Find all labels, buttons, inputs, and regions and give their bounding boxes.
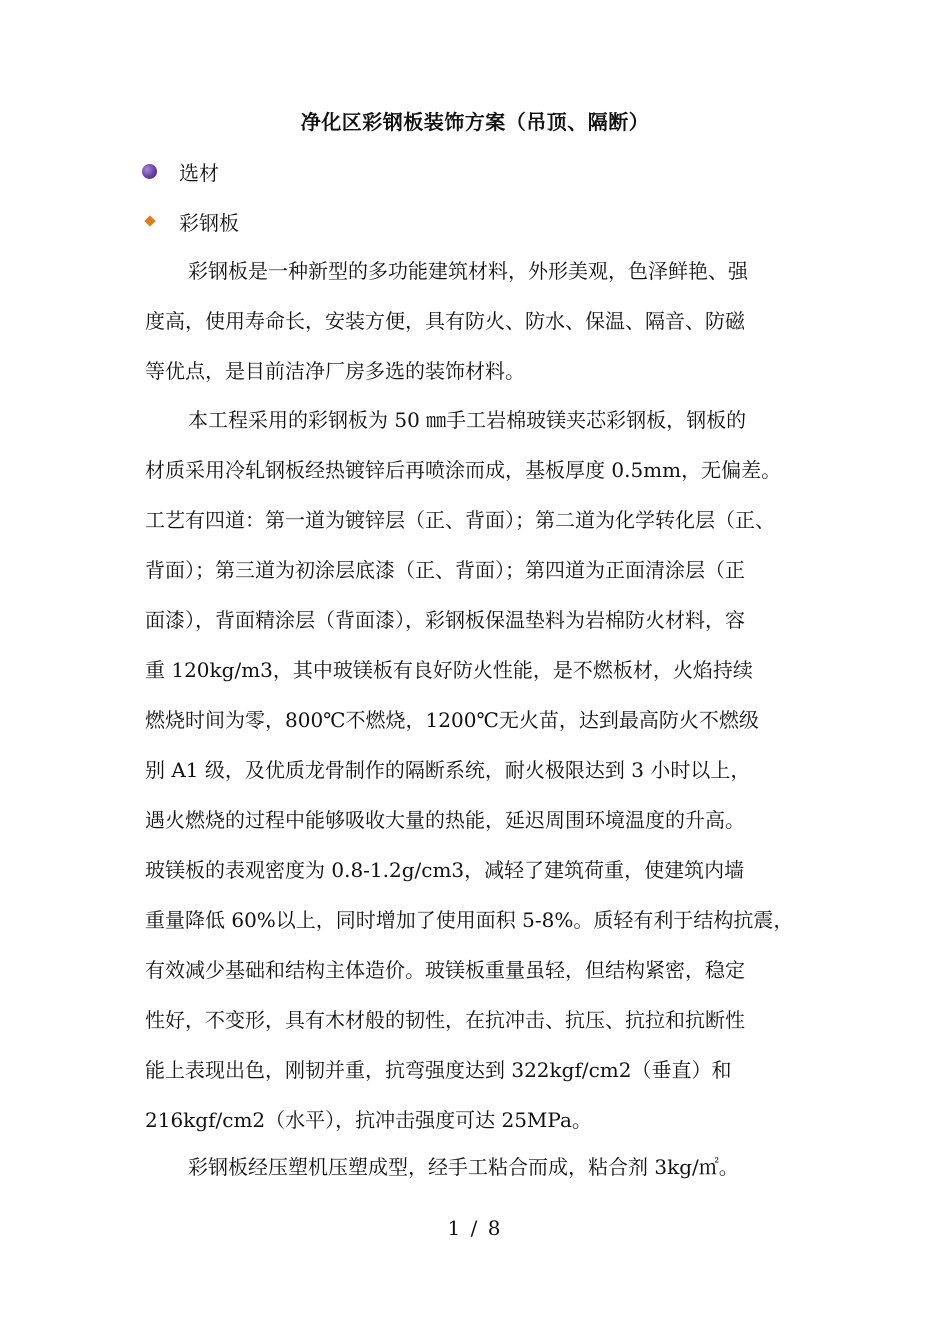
paragraph-intro (145, 246, 817, 396)
text-line: 遇火燃烧的过程中能够吸收大量的热能，延迟周围环境温度的升高。 (145, 808, 745, 832)
bullet-label: 彩钢板 (179, 210, 239, 235)
purple-dot-bullet-icon (142, 164, 157, 179)
text-line: 彩钢板经压塑机压塑成型，经手工粘合而成，粘合剂 3kg/㎡。 (188, 1155, 739, 1179)
bullet-label: 选材 (179, 160, 219, 185)
text-line: 彩钢板是一种新型的多功能建筑材料，外形美观，色泽鲜艳、强 (188, 259, 748, 283)
document-title: 净化区彩钢板装饰方案（吊顶、隔断） (300, 110, 650, 134)
text-line: 材质采用冷轧钢板经热镀锌后再喷涂而成，基板厚度 0.5mm，无偏差。 (145, 458, 782, 482)
text-line: 本工程采用的彩钢板为 50 ㎜手工岩棉玻镁夹芯彩钢板，钢板的 (188, 408, 747, 432)
text-line: 背面）；第三道为初涂层底漆（正、背面）；第四道为正面清涂层（正 (145, 558, 745, 582)
bullet-item-color-steel-plate (142, 206, 239, 236)
bullet-item-material-selection (142, 156, 219, 186)
text-line: 度高，使用寿命长，安装方便，具有防火、防水、保温、隔音、防磁 (145, 309, 745, 333)
paragraph-specification (145, 395, 817, 1145)
text-line: 216kgf/cm2（水平），抗冲击强度可达 25MPa。 (145, 1108, 592, 1132)
page-number (0, 1216, 950, 1240)
text-line: 面漆），背面精涂层（背面漆），彩钢板保温垫料为岩棉防火材料，容 (145, 608, 745, 632)
page-separator: / (470, 1216, 480, 1240)
page-total: 8 (487, 1216, 503, 1240)
page-current: 1 (447, 1216, 463, 1240)
text-line: 燃烧时间为零，800℃不燃烧，1200℃无火苗，达到最高防火不燃级 (145, 708, 759, 732)
paragraph-forming (145, 1142, 817, 1192)
text-line: 性好，不变形，具有木材般的韧性，在抗冲击、抗压、抗拉和抗断性 (145, 1008, 745, 1032)
text-line: 能上表现出色，刚韧并重，抗弯强度达到 322kgf/cm2（垂直）和 (145, 1058, 732, 1082)
text-line: 等优点，是目前洁净厂房多选的装饰材料。 (145, 359, 525, 383)
text-line: 工艺有四道：第一道为镀锌层（正、背面）；第二道为化学转化层（正、 (145, 508, 775, 532)
orange-diamond-bullet-icon (144, 215, 155, 226)
text-line: 别 A1 级，及优质龙骨制作的隔断系统，耐火极限达到 3 小时以上， (145, 758, 751, 782)
text-line: 玻镁板的表观密度为 0.8-1.2g/cm3，减轻了建筑荷重，使建筑内墙 (145, 858, 745, 882)
text-line: 重 120kg/m3，其中玻镁板有良好防火性能，是不燃板材，火焰持续 (145, 658, 753, 682)
text-line: 有效减少基础和结构主体造价。玻镁板重量虽轻，但结构紧密，稳定 (145, 958, 745, 982)
text-line: 重量降低 60%以上，同时增加了使用面积 5-8%。质轻有利于结构抗震， (145, 908, 794, 932)
